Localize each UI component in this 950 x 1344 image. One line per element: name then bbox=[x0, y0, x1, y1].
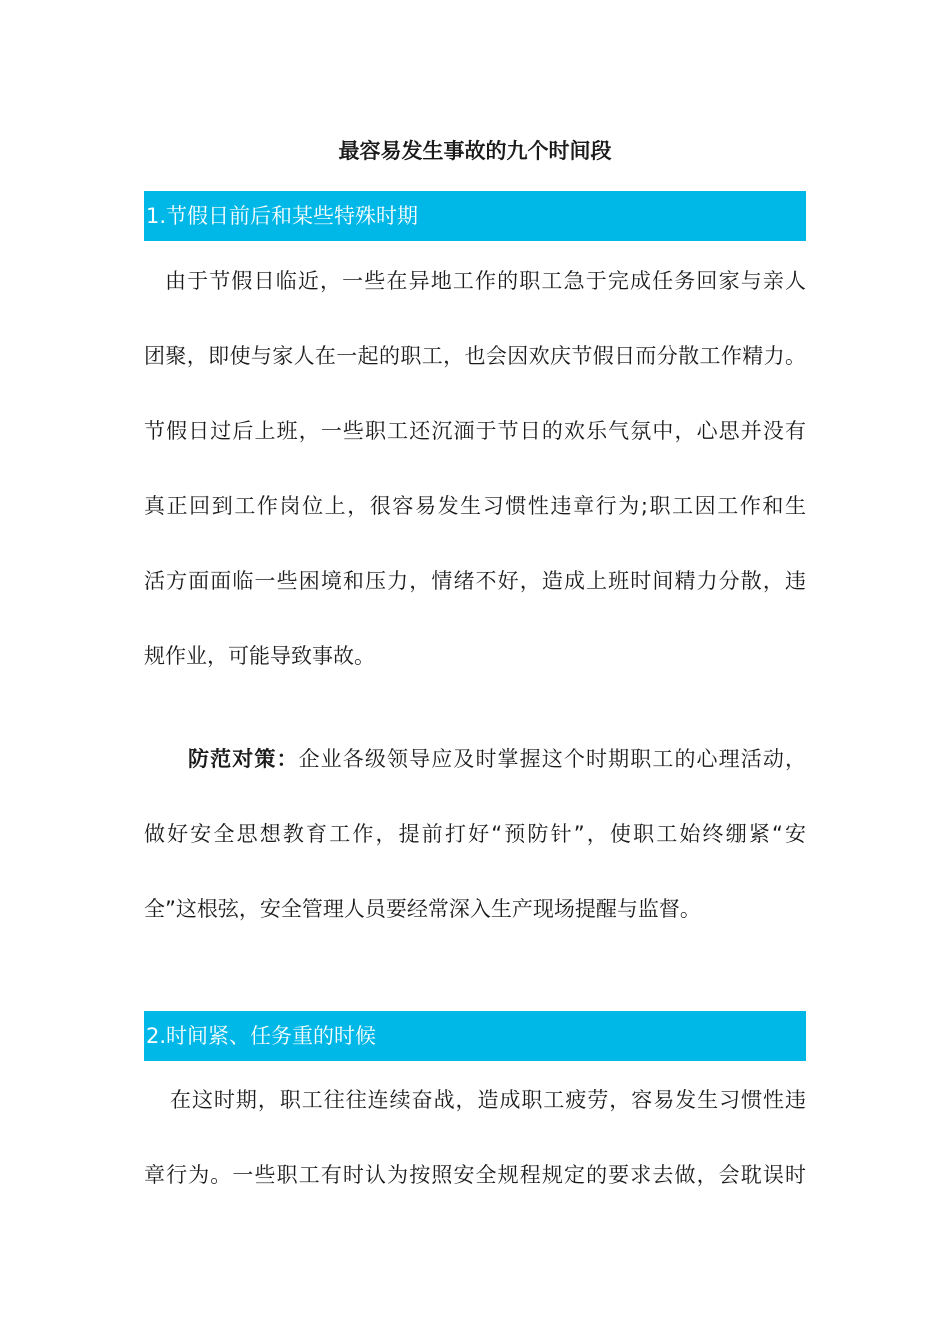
countermeasures-text: 企业各级领导应及时掌握这个时期职工的心理活动， bbox=[298, 747, 807, 771]
paragraph-line: 由于节假日临近，一些在异地工作的职工急于完成任务回家与亲人 bbox=[165, 269, 806, 293]
paragraph-line: 在这时期，职工往往连续奋战，造成职工疲劳，容易发生习惯性违 bbox=[170, 1088, 806, 1112]
section-1-paragraph-1 bbox=[144, 244, 806, 694]
section-heading-2: 2.时间紧、任务重的时候 bbox=[144, 1011, 806, 1061]
paragraph-line: 团聚，即使与家人在一起的职工，也会因欢庆节假日而分散工作精力。 bbox=[144, 344, 806, 368]
countermeasures-label: 防范对策： bbox=[188, 747, 299, 771]
paragraph-line: 规作业，可能导致事故。 bbox=[144, 644, 375, 668]
section-heading-1: 1.节假日前后和某些特殊时期 bbox=[144, 191, 806, 241]
paragraph-line: 节假日过后上班，一些职工还沉湎于节日的欢乐气氛中，心思并没有 bbox=[144, 419, 806, 443]
paragraph-line: 活方面面临一些困境和压力，情绪不好，造成上班时间精力分散，违 bbox=[144, 569, 806, 593]
paragraph-line: 全”这根弦，安全管理人员要经常深入生产现场提醒与监督。 bbox=[144, 897, 701, 921]
paragraph-line: 真正回到工作岗位上，很容易发生习惯性违章行为;职工因工作和生 bbox=[144, 494, 806, 518]
section-1-countermeasures bbox=[144, 722, 806, 947]
paragraph-line bbox=[144, 722, 806, 797]
section-2-paragraph-1 bbox=[144, 1063, 806, 1213]
document-title: 最容易发生事故的九个时间段 bbox=[338, 139, 612, 163]
paragraph-line: 章行为。一些职工有时认为按照安全规程规定的要求去做，会耽误时 bbox=[144, 1163, 806, 1187]
paragraph-line: 做好安全思想教育工作，提前打好“预防针”，使职工始终绷紧“安 bbox=[144, 822, 806, 846]
